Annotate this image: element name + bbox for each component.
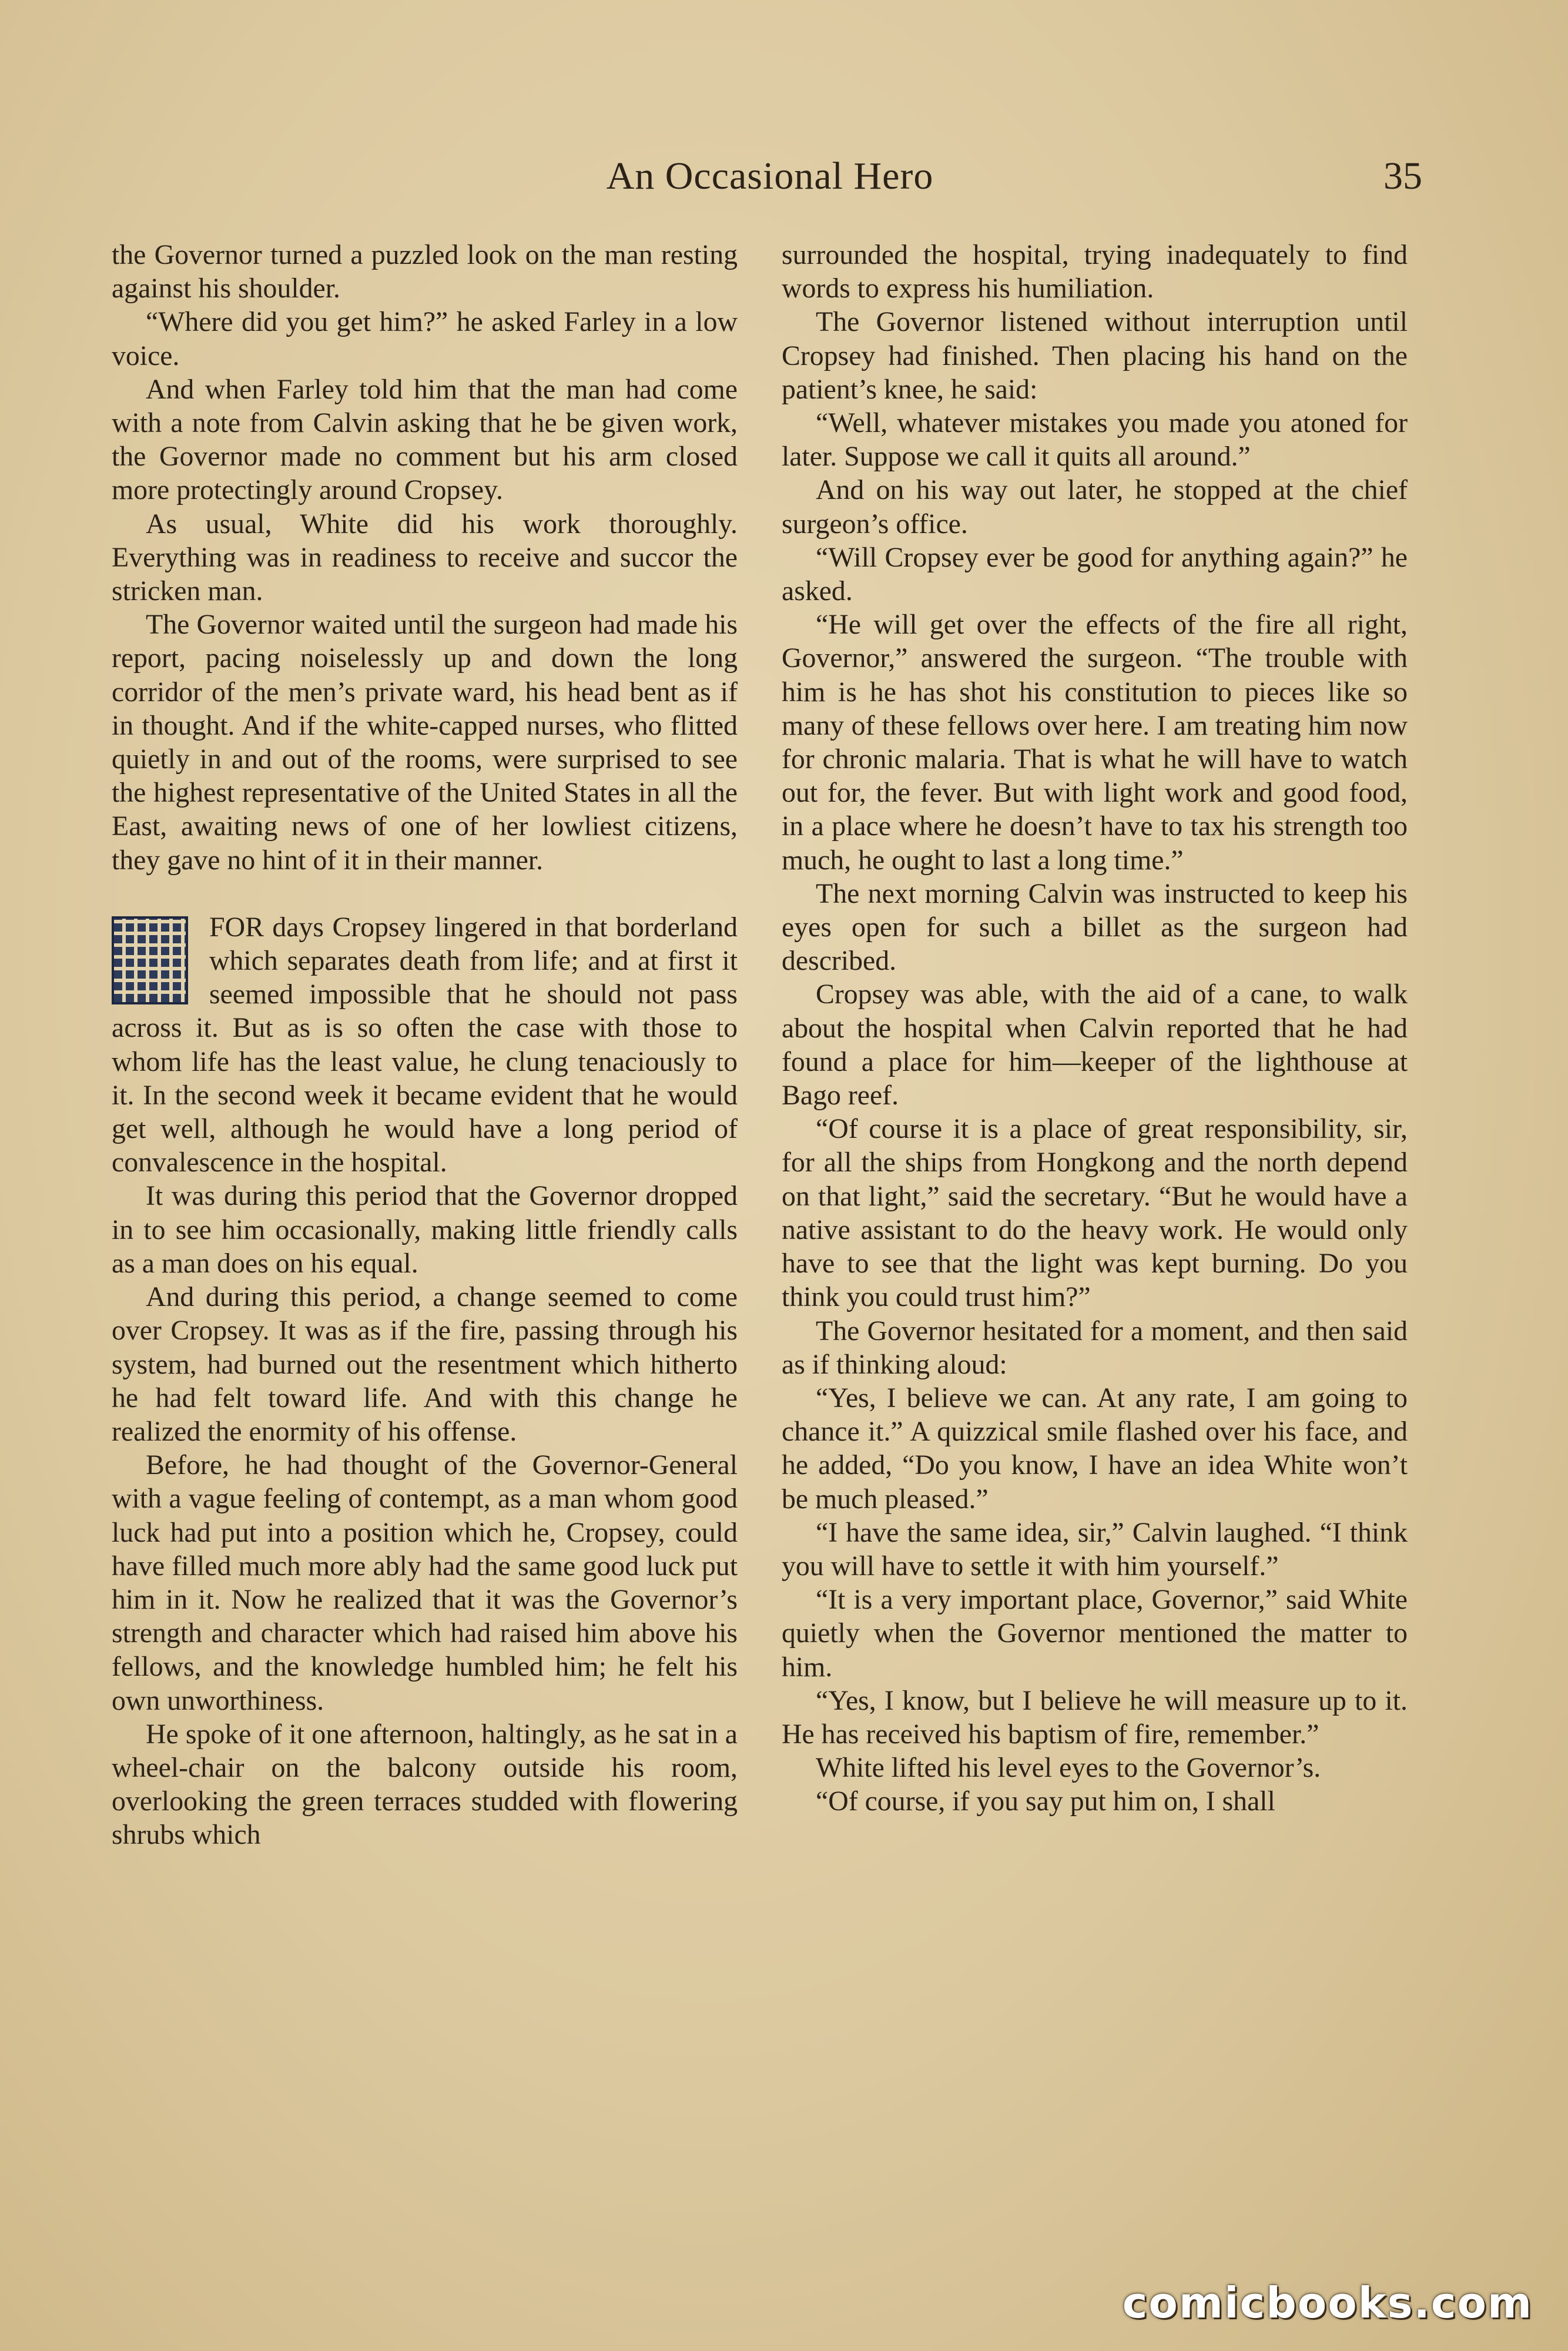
paragraph: FOR days Cropsey lingered in that borderland which separates death from life; and at first it seemed impossible that he should not pass across it. But as is so often the case with those to whom life has the least value, he clung tenaciously to it. In the second week it became evident that he would get well, although he would have a long period of convalescence in the hospital. [112, 911, 738, 1178]
paragraph: “Yes, I believe we can. At any rate, I am going to chance it.” A quizzical smile flashed over his face, and he added, “Do you know, I have an idea White won’t be much pleased.” [782, 1382, 1408, 1515]
paragraph: “Where did you get him?” he asked Farley in a low voice. [112, 306, 738, 371]
paragraph: “It is a very important place, Governor,” said White quietly when the Governor mentioned the matter to him. [782, 1584, 1408, 1683]
running-title: An Occasional Hero [606, 155, 934, 197]
checkered-ornament-icon [112, 916, 188, 1004]
paragraph: “I have the same idea, sir,” Calvin laughed. “I think you will have to settle it with him yourself.” [782, 1516, 1408, 1582]
paragraph: The next morning Calvin was instructed to keep his eyes open for such a billet as the surgeon had described. [782, 878, 1408, 977]
left-column [112, 238, 738, 1852]
paragraph: As usual, White did his work thoroughly. Everything was in readiness to receive and succor the stricken man. [112, 508, 738, 607]
section-break [112, 877, 738, 910]
paragraph: “Well, whatever mistakes you made you atoned for later. Suppose we call it quits all around.” [782, 407, 1408, 473]
paragraph: Cropsey was able, with the aid of a cane, to walk about the hospital when Calvin reported that he had found a place for him—keeper of the lighthouse at Bago reef. [782, 979, 1408, 1111]
right-column [782, 238, 1408, 1818]
paragraph: It was during this period that the Governor dropped in to see him occasionally, making little friendly calls as a man does on his equal. [112, 1180, 738, 1279]
paragraph: “Yes, I know, but I believe he will measure up to it. He has received his baptism of fire, remember.” [782, 1684, 1408, 1750]
paragraph: And during this period, a change seemed to come over Cropsey. It was as if the fire, passing through his system, had burned out the resentment which hitherto he had felt toward life. And with this change he realized the enormity of his offense. [112, 1281, 738, 1447]
page-number: 35 [1383, 155, 1422, 197]
paragraph: “Of course, if you say put him on, I shall [816, 1786, 1275, 1817]
paragraph: And on his way out later, he stopped at the chief surgeon’s office. [782, 474, 1408, 540]
watermark-logo: comicbooks.com [1122, 2278, 1533, 2327]
section-opening [112, 910, 738, 1180]
paragraph: The Governor listened without interruption until Cropsey had finished. Then placing his hand on the patient’s knee, he said: [782, 306, 1408, 405]
paragraph: “He will get over the effects of the fire all right, Governor,” answered the surgeon. “The trouble with him is he has shot his constitution to pieces like so many of these fellows over here. I am treating him now for chronic malaria. That is what he will have to watch out for, the fever. But with light work and good food, in a place where he doesn’t have to tax his strength too much, he ought to last a long time.” [782, 609, 1408, 876]
paragraph: The Governor hesitated for a moment, and then said as if thinking aloud: [782, 1315, 1408, 1380]
page-header [112, 154, 1428, 207]
paragraph: “Will Cropsey ever be good for anything again?” he asked. [782, 541, 1408, 607]
paragraph: Before, he had thought of the Governor-General with a vague feeling of contempt, as a man whom good luck had put into a position which he, Cropsey, could have filled much more ably had the same good luck put him in it. Now he realized that it was the Governor’s strength and character which had raised him above his fellows, and the knowledge humbled him; he felt his own unworthiness. [112, 1449, 738, 1716]
paragraph: the Governor turned a puzzled look on the man resting against his shoulder. [112, 239, 738, 304]
paragraph: “Of course it is a place of great responsibility, sir, for all the ships from Hongkong and the north depend on that light,” said the secretary. “But he would have a native assistant to do the heavy work. He would only have to see that the light was kept burning. Do you think you could trust him?” [782, 1113, 1408, 1313]
paragraph: And when Farley told him that the man had come with a note from Calvin asking that he be given work, the Governor made no comment but his arm closed more protectingly around Cropsey. [112, 373, 738, 506]
paragraph: surrounded the hospital, trying inadequately to find words to express his humiliation. [782, 239, 1408, 304]
paragraph: The Governor waited until the surgeon had made his report, pacing noiselessly up and down the long corridor of the men’s private ward, his head bent as if in thought. And if the white-capped nurses, who flitted quietly in and out of the rooms, were surprised to see the highest representative of the United States in all the East, awaiting news of one of her lowliest citizens, they gave no hint of it in their manner. [112, 609, 738, 876]
paragraph: He spoke of it one afternoon, haltingly, as he sat in a wheel-chair on the balcony outside his room, overlooking the green terraces studded with flowering shrubs which [112, 1718, 738, 1851]
paragraph: White lifted his level eyes to the Governor’s. [816, 1752, 1321, 1784]
